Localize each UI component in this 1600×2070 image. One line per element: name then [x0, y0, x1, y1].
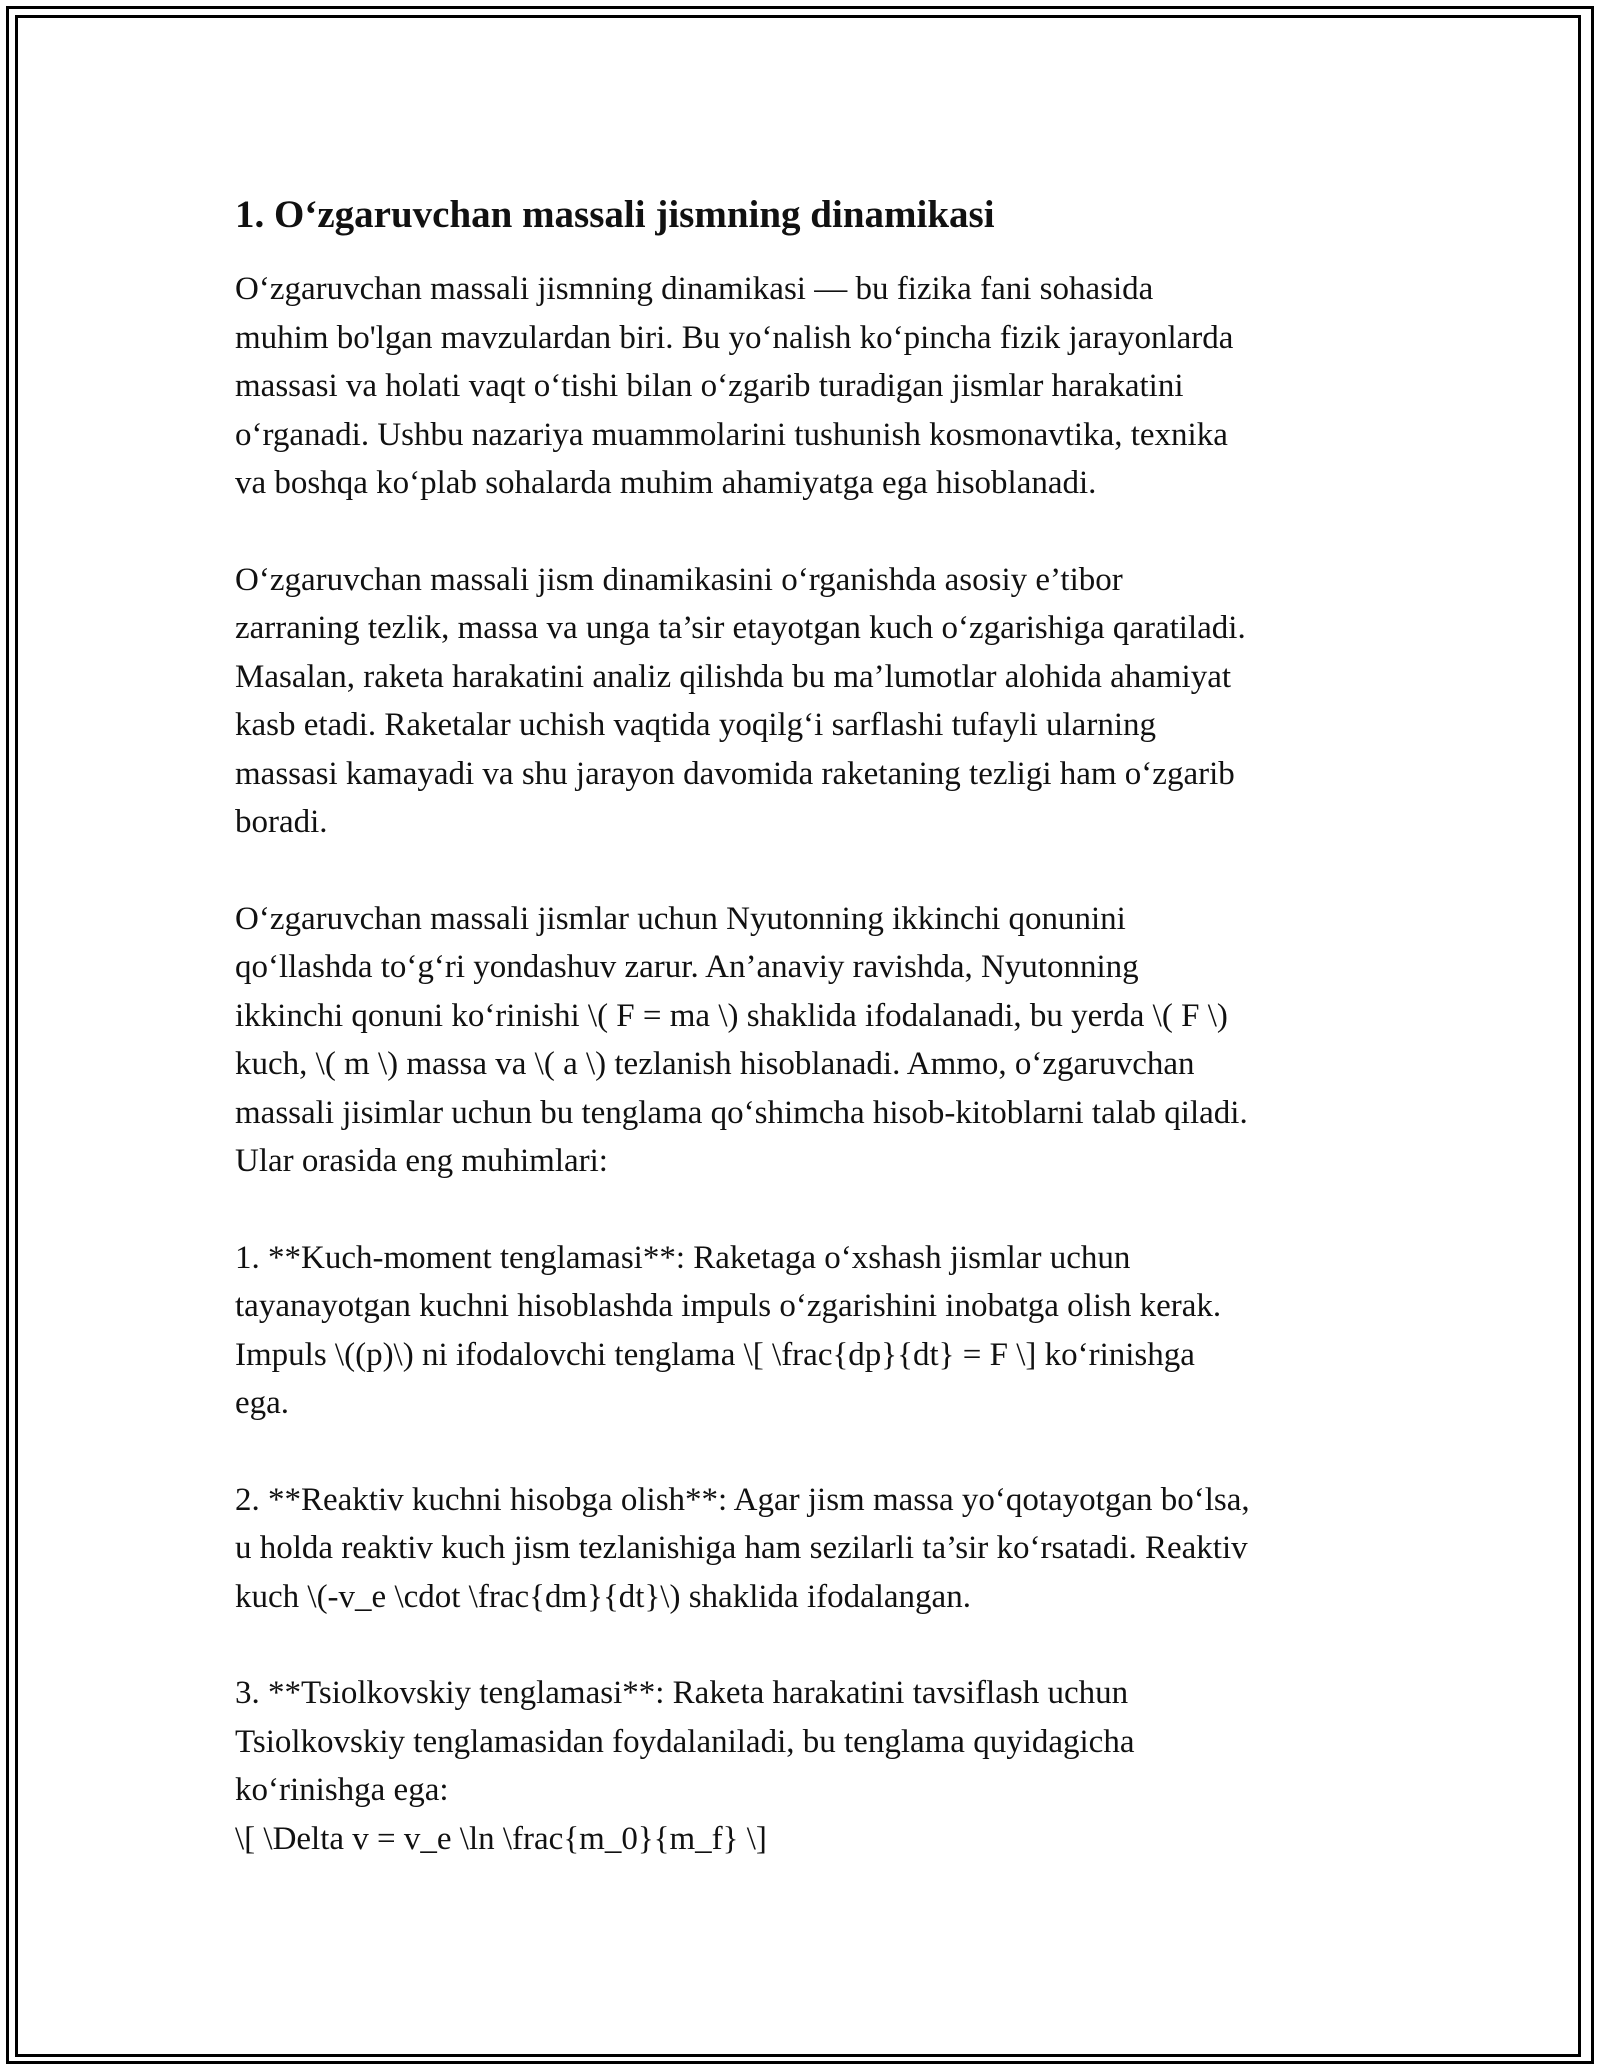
paragraph-newton-law: O‘zgaruvchan massali jismlar uchun Nyutonning ikkinchi qonunini qo‘llashda to‘g‘ri yondashuv zarur. An’anaviy ravishda, Nyutonning ikkinchi qonuni ko‘rinishi \( F = ma \) shaklida ifodalanadi, bu yerda \( F \) kuch, \( m \) massa va \( a \) tezlanish hisoblanadi. Ammo, o‘zgaruvchan massali jisimlar uchun bu tenglama qo‘shimcha hisob-kitoblarni talab qiladi. Ular orasida eng muhimlari: [235, 900, 1248, 1179]
paragraph-intro: O‘zgaruvchan massali jismning dinamikasi — bu fizika fani sohasida muhim bo'lgan mavzulardan biri. Bu yo‘nalish ko‘pincha fizik jarayonlarda massasi va holati vaqt o‘tishi bilan o‘zgarib turadigan jismlar harakatini o‘rganadi. Ushbu nazariya muammolarini tushunish kosmonavtika, texnika va boshqa ko‘plab sohalarda muhim ahamiyatga ega hisoblanadi. [235, 271, 1234, 501]
section-heading: 1. O‘zgaruvchan massali jismning dinamikasi [235, 193, 995, 236]
list-item-reactive-force: 2. **Reaktiv kuchni hisobga olish**: Agar jism massa yo‘qotayotgan bo‘lsa, u holda reaktiv kuch jism tezlanishiga ham sezilarli ta’sir ko‘rsatadi. Reaktiv kuch \(-v_e \cdot \frac{dm}{dt}\) shaklida ifodalangan. [235, 1481, 1250, 1615]
paragraph-focus: O‘zgaruvchan massali jism dinamikasini o‘rganishda asosiy e’tibor zarraning tezlik, massa va unga ta’sir etayotgan kuch o‘zgarishiga qaratiladi. Masalan, raketa harakatini analiz qilishda bu ma’lumotlar alohida ahamiyat kasb etadi. Raketalar uchish vaqtida yoqilg‘i sarflashi tufayli ularning massasi kamayadi va shu jarayon davomida raketaning tezligi ham o‘zgarib boradi. [235, 561, 1246, 840]
document-body [235, 185, 1365, 1863]
list-item-tsiolkovsky: 3. **Tsiolkovskiy tenglamasi**: Raketa harakatini tavsiflash uchun Tsiolkovskiy tenglamasidan foydalaniladi, bu tenglama quyidagicha ko‘rinishga ega: \[ \Delta v = v_e \ln \frac{m_0}{m_f} \] [235, 1675, 1135, 1857]
list-item-force-moment: 1. **Kuch-moment tenglamasi**: Raketaga o‘xshash jismlar uchun tayanayotgan kuchni hisoblashda impuls o‘zgarishini inobatga olish kerak. Impuls \((p)\) ni ifodalovchi tenglama \[ \frac{dp}{dt} = F \] ko‘rinishga ega. [235, 1239, 1222, 1421]
